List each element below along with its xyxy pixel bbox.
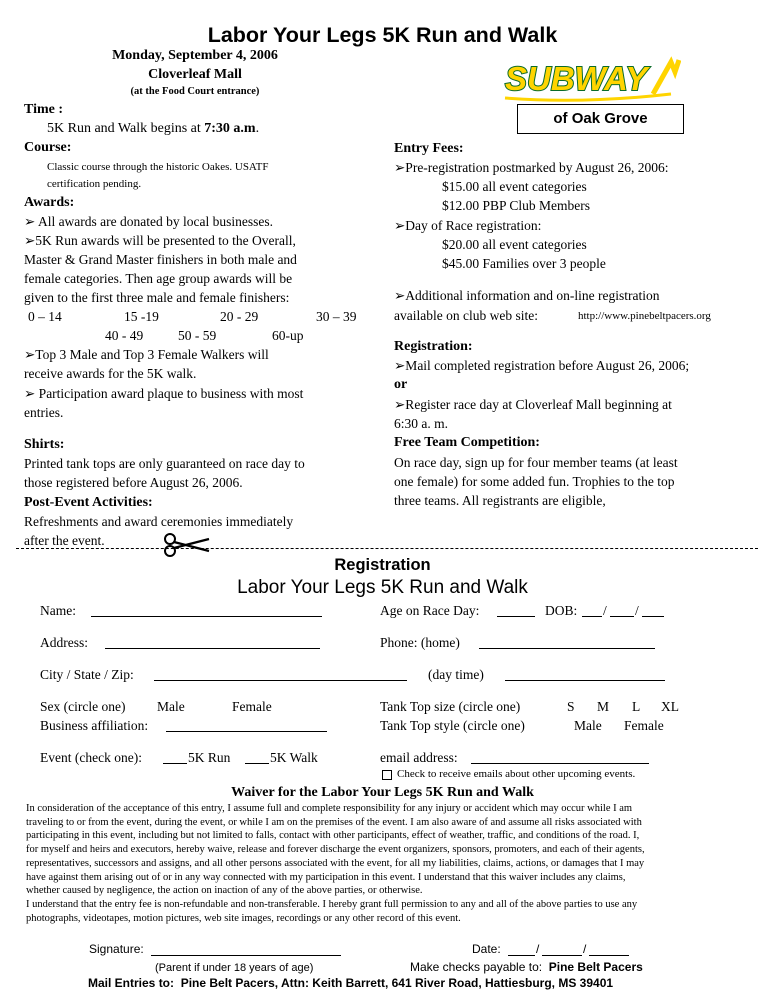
age-group: 30 – 39 [316, 309, 357, 324]
registration-heading: Registration: [394, 339, 473, 354]
phone-day-field[interactable] [505, 667, 665, 681]
post-event-line: after the event. [24, 533, 105, 548]
email-field[interactable] [471, 750, 649, 764]
form-subheading: Labor Your Legs 5K Run and Walk [237, 577, 528, 598]
mail-entries [88, 976, 613, 991]
sex-option-male[interactable]: Male [157, 699, 185, 714]
tank-size-s[interactable]: S [567, 699, 575, 714]
city-state-zip-label: City / State / Zip: [40, 667, 134, 682]
fees-line: ➢Day of Race registration: [394, 218, 542, 233]
waiver-line: representatives, successors and assigns, and all other persons associated with the event, for all my liabilities, claims, actions, or damages that I may [26, 858, 645, 869]
team-line: On race day, sign up for four member teams (at least [394, 455, 678, 470]
age-group: 60-up [272, 328, 304, 343]
phone-day-label: (day time) [428, 667, 484, 682]
waiver-line: In consideration of the acceptance of this entry, I assume full and complete responsibility for any injury or accident which may occur while I am [26, 803, 633, 814]
mail-address: Pine Belt Pacers, Attn: Keith Barrett, 641 River Road, Hattiesburg, MS 39401 [180, 976, 614, 990]
email-check-label: Check to receive emails about other upcoming events. [397, 768, 636, 780]
event-venue-note: (at the Food Court entrance) [130, 86, 260, 97]
tank-style-label: Tank Top style (circle one) [380, 718, 525, 733]
subway-logo [503, 52, 681, 104]
sign-date-month[interactable] [508, 943, 535, 956]
tank-style-male[interactable]: Male [574, 718, 602, 733]
info-line: available on club web site: [394, 308, 538, 323]
awards-line: ➢Top 3 Male and Top 3 Female Walkers will [24, 347, 269, 362]
time-text-a: 5K Run and Walk begins at [47, 121, 205, 136]
signature-field[interactable] [151, 943, 341, 956]
reg-line: 6:30 a. m. [394, 416, 448, 431]
dob-year-field[interactable] [642, 603, 664, 617]
age-label: Age on Race Day: [380, 603, 480, 618]
event-run-checkbox[interactable] [163, 750, 187, 764]
subway-logo-text: SUBWAY [505, 60, 648, 97]
dob-separator: / [635, 603, 639, 618]
club-website-link[interactable]: http://www.pinebeltpacers.org [578, 310, 711, 322]
waiver-line: have against them arising out of or in any way connected with my participation in this event. I understand that this waiver includes any claims, [26, 872, 626, 883]
event-venue: Cloverleaf Mall [148, 67, 242, 82]
waiver-line: whether caused by negligence, the action on inaction of any of the above parties, or otherwise. [26, 885, 423, 896]
info-line: ➢Additional information and on-line registration [394, 288, 660, 303]
email-checkbox[interactable] [382, 770, 392, 780]
course-line: Classic course through the historic Oakes. USATF [47, 161, 269, 173]
email-label: email address: [380, 750, 458, 765]
checks-payee: Pine Belt Pacers [548, 960, 643, 974]
waiver-line: I understand that the entry fee is non-refundable and non-transferable. I hereby grant full permission to any and all of the above parties to use any [26, 899, 638, 910]
date-separator: / [536, 942, 540, 956]
awards-line: ➢ All awards are donated by local businesses. [24, 214, 273, 229]
team-heading: Free Team Competition: [394, 435, 540, 450]
awards-line: entries. [24, 405, 64, 420]
time-text-c: . [255, 121, 260, 136]
reg-line: ➢Mail completed registration before August 26, 2006; [394, 358, 690, 373]
waiver-line: photographs, videotapes, motion pictures, web site images, recordings or any other record of this event. [26, 913, 461, 924]
awards-line: given to the first three male and female finishers: [24, 290, 290, 305]
sign-date-day[interactable] [542, 943, 582, 956]
post-event-heading: Post-Event Activities: [24, 495, 153, 510]
fees-heading: Entry Fees: [394, 141, 464, 156]
event-walk-label: 5K Walk [270, 750, 318, 765]
name-label: Name: [40, 603, 76, 618]
waiver-line: participating in this event, including but not limited to falls, contact with other participants, effect of weather, traffic, and conditions of the road. I, [26, 830, 640, 841]
sex-option-female[interactable]: Female [232, 699, 272, 714]
tank-size-l[interactable]: L [632, 699, 641, 714]
sex-label: Sex (circle one) [40, 699, 126, 714]
event-date: Monday, September 4, 2006 [112, 48, 278, 63]
age-group: 50 - 59 [178, 328, 217, 343]
name-field[interactable] [91, 603, 322, 617]
fees-line: $12.00 PBP Club Members [442, 198, 591, 213]
tank-size-m[interactable]: M [597, 699, 610, 714]
shirts-line: Printed tank tops are only guaranteed on race day to [24, 456, 305, 471]
age-group: 20 - 29 [220, 309, 259, 324]
business-field[interactable] [166, 718, 327, 732]
date-separator: / [583, 942, 587, 956]
shirts-line: those registered before August 26, 2006. [24, 475, 243, 490]
age-group: 15 -19 [124, 309, 159, 324]
tank-size-label: Tank Top size (circle one) [380, 699, 521, 714]
event-title: Labor Your Legs 5K Run and Walk [207, 23, 558, 47]
tank-style-female[interactable]: Female [624, 718, 664, 733]
tank-size-xl[interactable]: XL [661, 699, 679, 714]
awards-line: Master & Grand Master finishers in both male and [24, 252, 297, 267]
dob-day-field[interactable] [610, 603, 634, 617]
signature-label: Signature: [89, 942, 144, 956]
reg-line: ➢Register race day at Cloverleaf Mall beginning at [394, 397, 672, 412]
age-field[interactable] [497, 603, 535, 617]
fees-line: $45.00 Families over 3 people [442, 256, 606, 271]
phone-home-label: Phone: (home) [380, 635, 460, 650]
waiver-line: for myself and heirs and executors, hereby waive, release and forever discharge the event organizers, sponsors, promoters, and each of their agents, [26, 844, 645, 855]
checks-label: Make checks payable to: [410, 960, 543, 974]
date-label: Date: [472, 942, 501, 956]
business-label: Business affiliation: [40, 718, 149, 733]
awards-line: receive awards for the 5K walk. [24, 366, 197, 381]
phone-home-field[interactable] [479, 635, 655, 649]
post-event-line: Refreshments and award ceremonies immediately [24, 514, 294, 529]
sign-date-year[interactable] [589, 943, 629, 956]
address-field[interactable] [105, 635, 320, 649]
age-group: 40 - 49 [105, 328, 144, 343]
awards-heading: Awards: [24, 195, 75, 210]
dob-month-field[interactable] [582, 603, 602, 617]
subway-location: of Oak Grove [553, 110, 648, 127]
team-line: one female) for some added fun. Trophies to the top [394, 474, 675, 489]
reg-or: or [394, 377, 408, 392]
cut-line [16, 548, 758, 549]
awards-line: female categories. Then age group awards will be [24, 271, 293, 286]
team-line: three teams. All registrants are eligible, [394, 493, 606, 508]
shirts-heading: Shirts: [24, 437, 65, 452]
event-walk-checkbox[interactable] [245, 750, 269, 764]
mail-label: Mail Entries to: [88, 976, 175, 990]
event-run-label: 5K Run [188, 750, 231, 765]
age-group: 0 – 14 [28, 309, 62, 324]
fees-line: $20.00 all event categories [442, 237, 587, 252]
checks-payable [410, 960, 643, 975]
time-value: 7:30 a.m [204, 121, 256, 136]
time-heading: Time : [24, 102, 64, 117]
fees-line: $15.00 all event categories [442, 179, 587, 194]
subway-logo-graphic [503, 52, 681, 104]
city-state-zip-field[interactable] [154, 667, 407, 681]
course-heading: Course: [24, 140, 72, 155]
awards-line: ➢5K Run awards will be presented to the Overall, [24, 233, 296, 248]
parent-note: (Parent if under 18 years of age) [155, 962, 314, 974]
form-heading: Registration [334, 556, 431, 574]
time-text [47, 119, 259, 138]
dob-label: DOB: [545, 603, 578, 618]
course-line: certification pending. [47, 178, 142, 190]
waiver-line: traveling to or from the event, during the event, or while I am on the premises of the event. I am also aware of and assume all risks associated with [26, 817, 642, 828]
dob-separator: / [603, 603, 607, 618]
event-label: Event (check one): [40, 750, 142, 765]
awards-line: ➢ Participation award plaque to business with most [24, 386, 304, 401]
waiver-heading: Waiver for the Labor Your Legs 5K Run and Walk [231, 785, 534, 800]
address-label: Address: [40, 635, 88, 650]
fees-line: ➢Pre-registration postmarked by August 26, 2006: [394, 160, 669, 175]
